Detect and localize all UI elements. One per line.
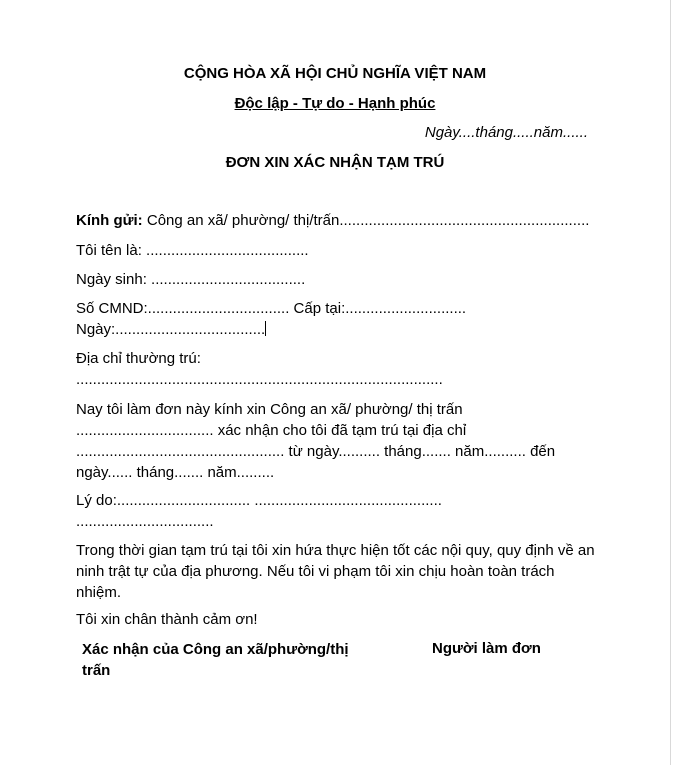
recipient-label: Kính gửi: — [76, 212, 143, 229]
address-dots: ........................................................................................ — [76, 371, 443, 388]
request-paragraph: Nay tôi làm đơn này kính xin Công an xã/ phường/ thị trấn ................................. xác nhận cho tôi đã tạm trú tại địa chỉ .................................................. từ ngày.......... tháng....... năm.......... đến ngày...... tháng....... năm......... — [76, 401, 556, 481]
reason-line-1: Lý do:................................ ............................................. — [76, 492, 442, 509]
text-cursor — [265, 321, 266, 336]
id-field: Số CMND:.................................. Cấp tại:............................. — [76, 300, 467, 317]
address-label: Địa chỉ thường trú: — [76, 350, 201, 367]
signature-left-label: Xác nhận của Công an xã/phường/thị trấn — [82, 641, 349, 679]
name-field: Tôi tên là: ....................................... — [76, 242, 309, 259]
nation-heading: CỘNG HÒA XÃ HỘI CHỦ NGHĨA VIỆT NAM — [183, 65, 487, 82]
signature-right-label: Người làm đơn — [432, 640, 541, 657]
recipient-line — [76, 211, 589, 231]
dob-field: Ngày sinh: ..................................... — [76, 271, 306, 288]
thanks-line: Tôi xin chân thành cảm ơn! — [76, 611, 258, 628]
document-title: ĐƠN XIN XÁC NHẬN TẠM TRÚ — [225, 154, 445, 171]
issue-date-line — [76, 320, 266, 340]
motto — [0, 94, 670, 114]
commitment-paragraph: Trong thời gian tạm trú tại tôi xin hứa thực hiện tốt các nội quy, quy định về an ninh trật tự của địa phương. Nếu tôi vi phạm tôi xin chịu hoàn toàn trách nhiệm. — [76, 542, 595, 601]
recipient-value: Công an xã/ phường/ thị/trấn............................................................ — [142, 212, 590, 229]
date-line: Ngày....tháng.....năm...... — [424, 124, 588, 141]
reason-line-2: ................................. — [76, 513, 214, 530]
motto-text: Độc lập - Tự do - Hạnh phúc — [234, 95, 436, 112]
issue-date-field: Ngày:.................................... — [76, 321, 266, 338]
